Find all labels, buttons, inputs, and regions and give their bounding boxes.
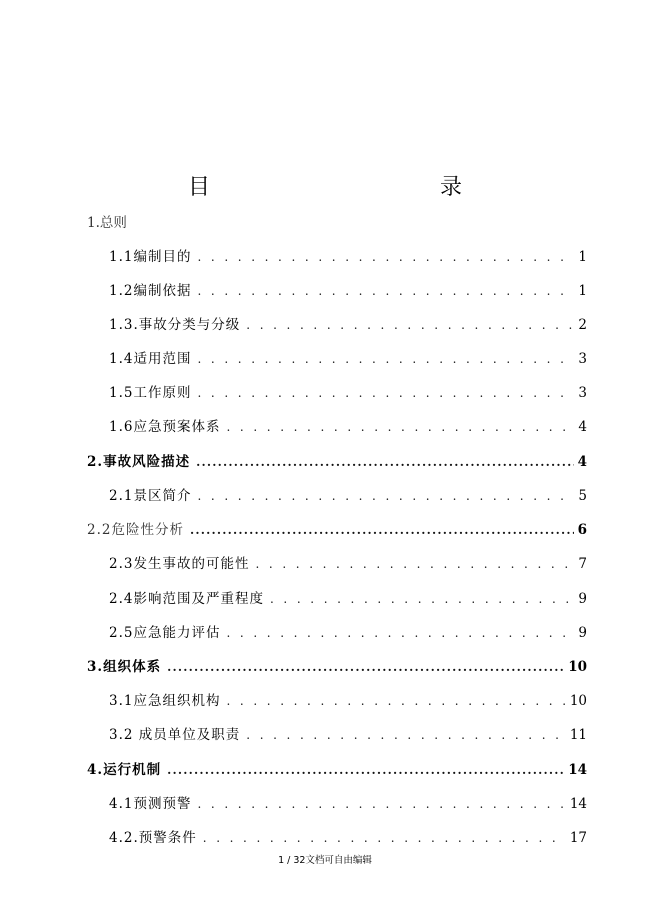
toc-page-number: 17 (569, 830, 587, 846)
toc-entry-title: 3.2 成员单位及职责 (109, 727, 241, 743)
toc-entry[interactable] (109, 348, 587, 368)
toc-entry-title: 1.4适用范围 (109, 351, 192, 367)
toc-entry[interactable] (109, 724, 587, 744)
toc-page-number: 3 (578, 385, 587, 401)
toc-entry-title: 4.1预测预警 (109, 796, 192, 812)
toc-leader (190, 521, 574, 539)
toc-entry[interactable] (87, 759, 587, 779)
toc-page-number: 3 (578, 351, 587, 367)
toc-entry-title: 1.1编制目的 (109, 249, 192, 265)
toc-entry[interactable] (109, 553, 587, 573)
toc-entry[interactable] (109, 793, 587, 813)
toc-entry-title: 4.运行机制 (87, 762, 162, 778)
toc-entry-title: 2.1景区简介 (109, 488, 192, 504)
toc-entry[interactable] (109, 280, 587, 300)
toc-page-number: 2 (578, 317, 587, 333)
toc-entry-title: 1.5工作原则 (109, 385, 192, 401)
toc-entry-title: 1.6应急预案体系 (109, 419, 221, 435)
toc-entry[interactable] (87, 519, 587, 539)
toc-leader (197, 350, 574, 368)
toc-leader (197, 282, 574, 300)
toc-entry[interactable] (109, 416, 587, 436)
toc-leader (246, 316, 574, 334)
toc-page-number: 4 (578, 419, 587, 435)
page-title: 目 录 (187, 175, 524, 200)
toc-leader (226, 624, 574, 642)
toc-leader (203, 829, 566, 847)
toc-entry-title: 1.3.事故分类与分级 (109, 317, 241, 333)
toc-leader (255, 555, 574, 573)
toc-page-number: 10 (568, 659, 587, 675)
toc-page-number: 11 (569, 727, 587, 743)
toc-leader (197, 487, 574, 505)
toc-entry-title: 4.2.预警条件 (109, 830, 197, 846)
toc-page-number: 4 (577, 454, 587, 470)
toc-entry[interactable] (87, 451, 587, 471)
toc-entry-title: 2.4影响范围及严重程度 (109, 591, 264, 607)
toc-leader (246, 726, 566, 744)
toc-page-number: 6 (577, 522, 587, 538)
toc-section-1: 1.总则 (87, 215, 127, 231)
toc-entry[interactable] (109, 314, 587, 334)
toc-entry-title: 2.5应急能力评估 (109, 625, 221, 641)
toc-leader (167, 658, 564, 676)
toc-page-number: 9 (578, 625, 587, 641)
toc-page-number: 10 (569, 693, 587, 709)
toc-page-number: 1 (578, 249, 587, 265)
toc-entry[interactable] (109, 246, 587, 266)
toc-entry[interactable] (109, 622, 587, 642)
toc-page-number: 9 (578, 591, 587, 607)
toc-entry-title: 2.3发生事故的可能性 (109, 556, 250, 572)
page-footer: 1 / 32文档可自由编辑 (278, 855, 372, 866)
toc-entry-title: 3.组织体系 (87, 659, 162, 675)
toc-entry-title: 2.事故风险描述 (87, 454, 191, 470)
toc-leader (197, 248, 574, 266)
toc-entry-title: 2.2危险性分析 (87, 522, 184, 538)
toc-page-number: 1 (578, 283, 587, 299)
toc-entry[interactable] (109, 485, 587, 505)
toc-page-number: 14 (569, 796, 587, 812)
toc-leader (226, 418, 574, 436)
toc-leader (226, 692, 565, 710)
toc-leader (197, 384, 574, 402)
toc-entry-title: 3.1应急组织机构 (109, 693, 221, 709)
toc-entry[interactable] (109, 690, 587, 710)
toc-leader (167, 761, 564, 779)
toc-leader (197, 795, 565, 813)
toc-entry-title: 1.2编制依据 (109, 283, 192, 299)
toc-entry[interactable] (109, 382, 587, 402)
toc-entry[interactable] (87, 656, 587, 676)
toc-entry[interactable] (109, 588, 587, 608)
toc-leader (196, 453, 574, 471)
toc-page-number: 14 (568, 762, 587, 778)
toc-page-number: 5 (578, 488, 587, 504)
toc-entry[interactable] (109, 827, 587, 847)
toc-page-number: 7 (578, 556, 587, 572)
toc-leader (270, 590, 574, 608)
